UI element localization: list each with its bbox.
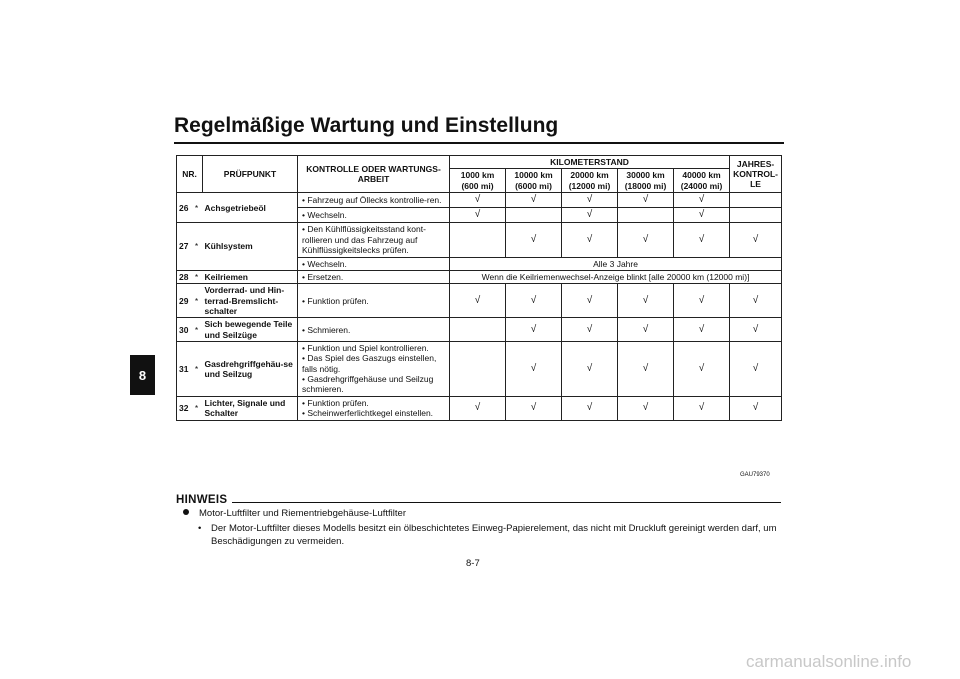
check-item: Kühlsystem xyxy=(203,223,298,270)
row-number: 29 xyxy=(177,284,191,318)
check-mark: √ xyxy=(730,396,782,420)
check-mark: √ xyxy=(506,396,562,420)
check-mark: √ xyxy=(506,223,562,257)
check-item: Vorderrad- und Hin-terrad-Bremslicht-schalter xyxy=(203,284,298,318)
asterisk: * xyxy=(191,284,203,318)
header-row xyxy=(177,156,782,169)
check-mark: √ xyxy=(618,342,674,397)
sub-bullet: • xyxy=(198,523,202,534)
check-mark: √ xyxy=(674,396,730,420)
check-mark: √ xyxy=(730,284,782,318)
hinweis-heading: HINWEIS xyxy=(176,494,228,506)
row-number: 26 xyxy=(177,193,191,223)
table-row xyxy=(177,193,782,208)
header-item: PRÜFPUNKT xyxy=(203,156,298,193)
action-text: • Scheinwerferlichtkegel einstellen. xyxy=(302,408,434,419)
chapter-tab: 8 xyxy=(130,355,155,395)
row-number: 32 xyxy=(177,396,191,420)
header-km-col: 1000 km (600 mi) xyxy=(450,169,506,193)
check-mark: √ xyxy=(562,396,618,420)
header-km-col: 10000 km (6000 mi) xyxy=(506,169,562,193)
check-mark: √ xyxy=(562,318,618,342)
row-number: 31 xyxy=(177,342,191,397)
check-mark: √ xyxy=(506,318,562,342)
action-text: • Funktion prüfen. xyxy=(298,284,450,318)
check-mark: √ xyxy=(674,284,730,318)
asterisk: * xyxy=(191,342,203,397)
check-mark: √ xyxy=(674,223,730,257)
check-mark: √ xyxy=(618,193,674,208)
action-text-list xyxy=(298,396,450,420)
check-mark: √ xyxy=(562,342,618,397)
check-mark: √ xyxy=(730,223,782,257)
check-mark: √ xyxy=(450,284,506,318)
maintenance-table xyxy=(176,155,782,421)
header-nr: NR. xyxy=(177,156,203,193)
check-mark: √ xyxy=(674,318,730,342)
table-row xyxy=(177,318,782,342)
action-text-list xyxy=(298,342,450,397)
check-item: Keilriemen xyxy=(203,270,298,283)
header-action: KONTROLLE ODER WARTUNGS-ARBEIT xyxy=(298,156,450,193)
asterisk: * xyxy=(191,193,203,223)
check-cell-empty xyxy=(618,208,674,223)
asterisk: * xyxy=(191,270,203,283)
action-text: • Funktion prüfen. xyxy=(302,397,369,408)
note-text: Der Motor-Luftfilter dieses Modells besitzt ein ölbeschichtetes Einweg-Papierelement, das nicht mit Druckluft gereinigt werden darf, um Beschädigungen zu vermeiden. xyxy=(211,523,777,548)
action-text: • Fahrzeug auf Öllecks kontrollie-ren. xyxy=(298,193,450,208)
document-code: GAU79370 xyxy=(740,472,770,478)
check-mark: √ xyxy=(618,223,674,257)
check-mark: √ xyxy=(562,208,618,223)
check-mark: √ xyxy=(618,396,674,420)
interval-note: Wenn die Keilriemenwechsel-Anzeige blinkt [alle 20000 km (12000 mi)] xyxy=(450,270,782,283)
check-mark: √ xyxy=(674,208,730,223)
action-text: • Funktion und Spiel kontrollieren. xyxy=(302,343,429,354)
check-item: Gasdrehgriffgehäu-se und Seilzug xyxy=(203,342,298,397)
check-cell-empty xyxy=(450,223,506,257)
action-text: • Wechseln. xyxy=(298,257,450,270)
check-mark: √ xyxy=(674,193,730,208)
interval-note: Alle 3 Jahre xyxy=(450,257,782,270)
check-cell-empty xyxy=(730,208,782,223)
table-row xyxy=(177,270,782,283)
asterisk: * xyxy=(191,223,203,270)
page-title: Regelmäßige Wartung und Einstellung xyxy=(174,114,559,137)
action-text: • Wechseln. xyxy=(298,208,450,223)
check-cell-empty xyxy=(730,193,782,208)
check-mark: √ xyxy=(506,284,562,318)
action-text: • Den Kühlflüssigkeitsstand kont-rollieren und das Fahrzeug auf Kühlflüssigkeitslecks prüfen. xyxy=(298,223,450,257)
check-mark: √ xyxy=(618,318,674,342)
row-number: 30 xyxy=(177,318,191,342)
title-rule xyxy=(174,142,784,144)
hinweis-rule xyxy=(232,502,781,503)
asterisk: * xyxy=(191,318,203,342)
table-row xyxy=(177,396,782,420)
table-row xyxy=(177,223,782,257)
row-number: 27 xyxy=(177,223,191,270)
header-km-col: 40000 km (24000 mi) xyxy=(674,169,730,193)
table-row xyxy=(177,342,782,397)
check-item: Achsgetriebeöl xyxy=(203,193,298,223)
check-mark: √ xyxy=(562,223,618,257)
header-km: KILOMETERSTAND xyxy=(450,156,730,169)
bullet-icon xyxy=(183,509,189,515)
note-subitem xyxy=(198,522,788,549)
table-row xyxy=(177,284,782,318)
check-item: Sich bewegende Teile und Seilzüge xyxy=(203,318,298,342)
check-mark: √ xyxy=(562,193,618,208)
check-mark: √ xyxy=(450,193,506,208)
check-mark: √ xyxy=(730,342,782,397)
action-text: • Gasdrehgriffgehäuse und Seilzug schmieren. xyxy=(302,374,434,395)
note-item xyxy=(183,508,406,519)
check-mark: √ xyxy=(506,342,562,397)
check-mark: √ xyxy=(562,284,618,318)
page-number: 8-7 xyxy=(466,558,480,569)
row-number: 28 xyxy=(177,270,191,283)
note-text: Motor-Luftfilter und Riementriebgehäuse-Luftfilter xyxy=(199,508,406,519)
check-mark: √ xyxy=(730,318,782,342)
check-mark: √ xyxy=(450,396,506,420)
check-mark: √ xyxy=(674,342,730,397)
action-text: • Schmieren. xyxy=(298,318,450,342)
watermark: carmanualsonline.info xyxy=(746,652,912,671)
check-item: Lichter, Signale und Schalter xyxy=(203,396,298,420)
header-km-col: 30000 km (18000 mi) xyxy=(618,169,674,193)
action-text: • Ersetzen. xyxy=(298,270,450,283)
header-annual: JAHRES-KONTROL-LE xyxy=(730,156,782,193)
check-mark: √ xyxy=(618,284,674,318)
check-cell-empty xyxy=(450,318,506,342)
action-text: • Das Spiel des Gaszugs einstellen, falls nötig. xyxy=(302,353,437,374)
check-cell-empty xyxy=(450,342,506,397)
header-km-col: 20000 km (12000 mi) xyxy=(562,169,618,193)
check-mark: √ xyxy=(450,208,506,223)
check-cell-empty xyxy=(506,208,562,223)
check-mark: √ xyxy=(506,193,562,208)
asterisk: * xyxy=(191,396,203,420)
